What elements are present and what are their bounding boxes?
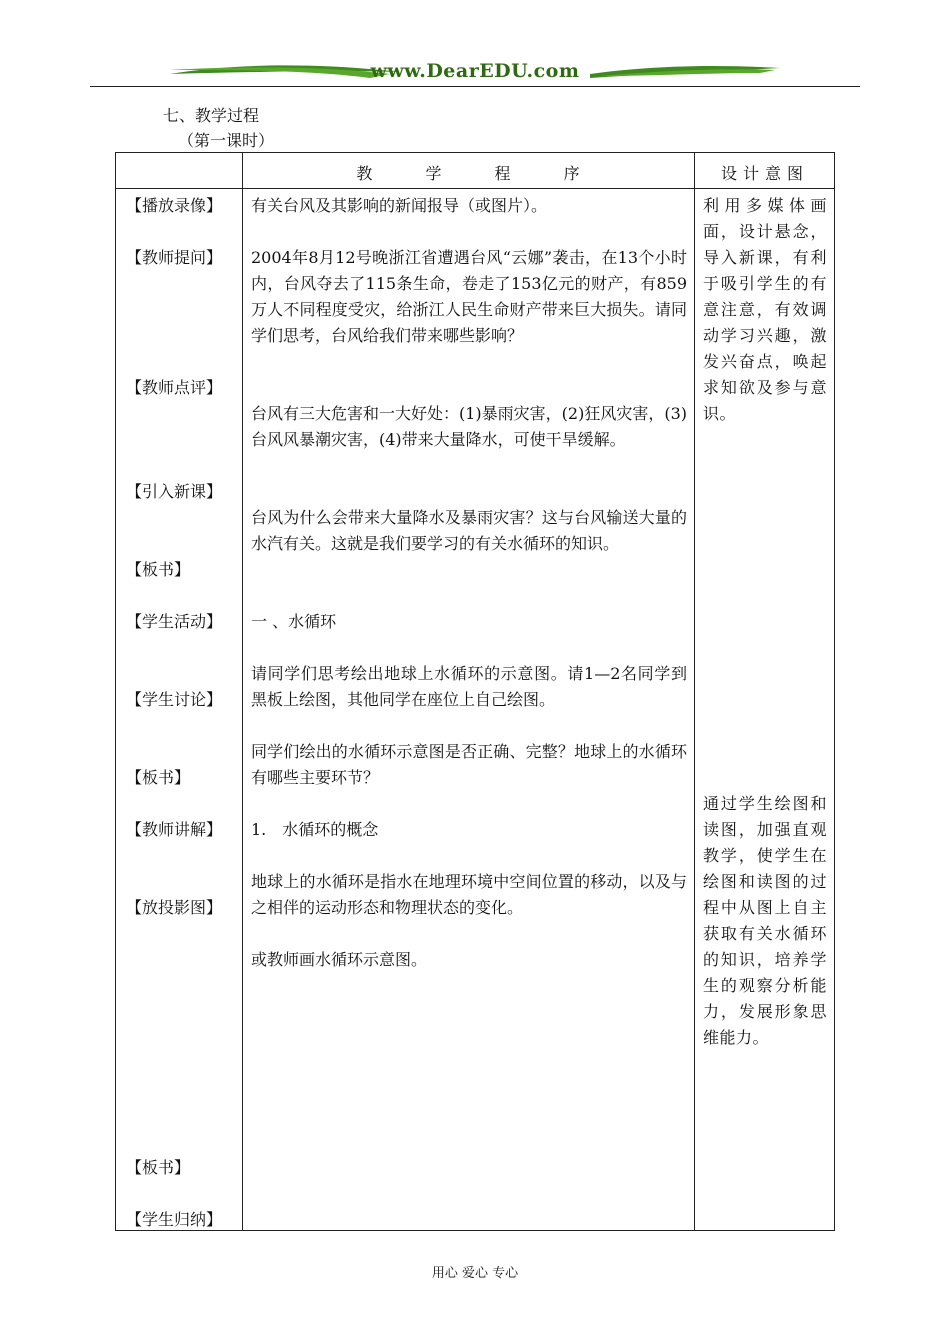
procedure-text: 有关台风及其影响的新闻报导（或图片）。 — [251, 196, 548, 215]
label-blackboard: 【板书】 — [126, 560, 191, 579]
column-divider — [694, 153, 695, 1230]
procedure-text: 地球上的水循环是指水在地理环境中空间位置的移动，以及与之相伴的运动形态和物理状态的变化。 — [251, 872, 687, 917]
label-projection: 【放投影图】 — [126, 898, 223, 917]
header-char: 教 — [356, 164, 373, 183]
label-teacher-comment: 【教师点评】 — [126, 378, 223, 397]
column-divider — [242, 153, 243, 1230]
procedure-text: 2004年8月12号晚浙江省遭遇台风“云娜”袭击，在13个小时内，台风夺去了115条生命，卷走了153亿元的财产，有859万人不同程度受灾，给浙江人民生命财产带来巨大损失。请同学们思考，台风给我们带来哪些影响？ — [251, 248, 687, 345]
label-student-activity: 【学生活动】 — [126, 612, 223, 631]
page-footer: 用心 爱心 专心 — [431, 1266, 519, 1281]
header-char: 序 — [563, 164, 580, 183]
site-logo — [170, 56, 780, 90]
label-blackboard: 【板书】 — [126, 768, 191, 787]
header-design-intent: 设计意图 — [720, 164, 809, 183]
label-student-summary: 【学生归纳】 — [126, 1210, 223, 1229]
header-teaching-procedure — [242, 161, 694, 184]
procedure-text: 或教师画水循环示意图。 — [251, 950, 428, 969]
label-play-video: 【播放录像】 — [126, 196, 223, 215]
label-introduce-lesson: 【引入新课】 — [126, 482, 223, 501]
header-row-divider — [116, 188, 834, 189]
site-name: www.DearEDU.com — [370, 60, 580, 82]
label-teacher-explain: 【教师讲解】 — [126, 820, 223, 839]
section-title: 七、教学过程 — [163, 106, 260, 125]
label-teacher-question: 【教师提问】 — [126, 248, 223, 267]
header-char: 学 — [425, 164, 442, 183]
label-blackboard: 【板书】 — [126, 1158, 191, 1177]
procedure-text: 一 、水循环 — [251, 612, 337, 631]
procedure-text: 台风为什么会带来大量降水及暴雨灾害？这与台风输送大量的水汽有关。这就是我们要学习的有关水循环的知识。 — [251, 508, 687, 553]
procedure-text: 请同学们思考绘出地球上水循环的示意图。请1—2名同学到黑板上绘图，其他同学在座位上自己绘图。 — [251, 664, 687, 709]
procedure-text: 台风有三大危害和一大好处：(1)暴雨灾害，(2)狂风灾害，(3)台风风暴潮灾害，(4)带来大量降水，可使干旱缓解。 — [251, 404, 687, 449]
procedure-text: 1. 水循环的概念 — [251, 820, 379, 839]
lesson-label: （第一课时） — [178, 131, 275, 150]
header-char: 程 — [494, 164, 511, 183]
procedure-text: 同学们绘出的水循环示意图是否正确、完整？地球上的水循环有哪些主要环节？ — [251, 742, 687, 787]
design-intent-note: 利用多媒体画面，设计悬念，导入新课，有利于吸引学生的有意注意，有效调动学习兴趣，激发兴奋点，唤起求知欲及参与意识。 — [703, 196, 827, 423]
label-student-discussion: 【学生讨论】 — [126, 690, 223, 709]
design-intent-note: 通过学生绘图和读图，加强直观教学，使学生在绘图和读图的过程中从图上自主获取有关水循环的知识，培养学生的观察分析能力，发展形象思维能力。 — [703, 794, 827, 1047]
